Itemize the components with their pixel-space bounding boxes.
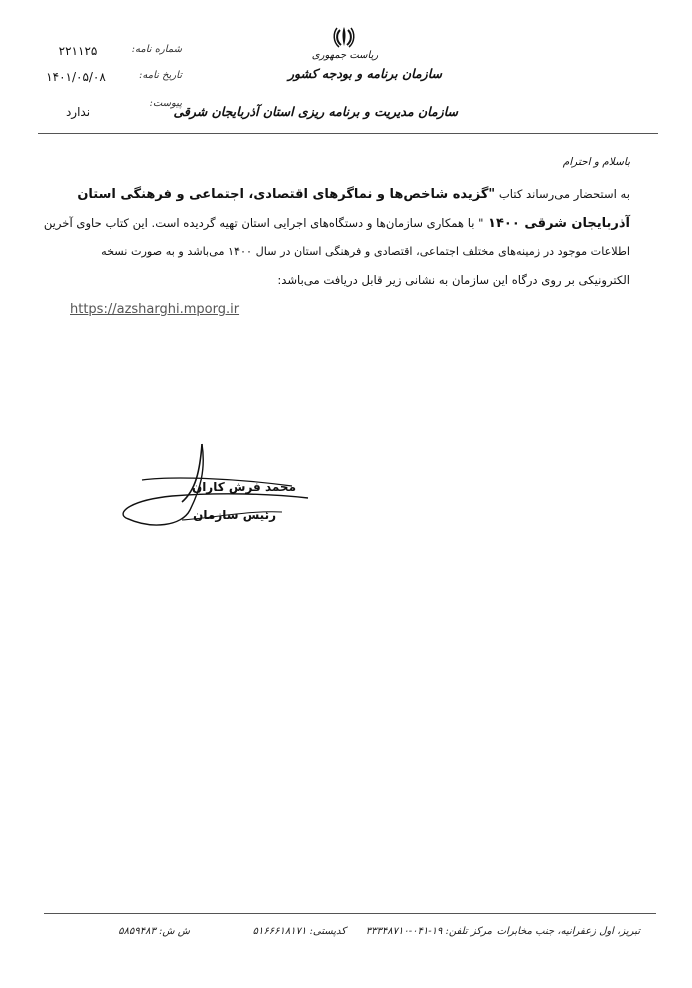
body-line-1-prefix: به استحضار می‌رساند کتاب <box>495 187 630 201</box>
portal-link[interactable]: https://azsharghi.mporg.ir <box>70 302 240 317</box>
footer-national-id: ش ش: ۵۸۵۹۴۸۳ <box>118 926 190 937</box>
signatory-name: محمد فرش کاران <box>191 480 296 494</box>
book-title-part-1: "گزیده شاخص‌ها و نماگرهای اقتصادی، اجتماعی و فرهنگی استان <box>77 187 496 202</box>
signatory-title: رئیس سازمان <box>193 508 276 522</box>
org-line-1: سازمان برنامه و بودجه کشور <box>287 66 443 81</box>
greeting: باسلام و احترام <box>562 156 630 168</box>
presidency-text: ریاست جمهوری <box>311 50 379 61</box>
letter-date-label: تاریخ نامه: <box>139 70 182 81</box>
body-line-2 <box>43 209 630 238</box>
footer-postal-code: کدپستی: ۵۱۶۶۶۱۸۱۷۱ <box>252 926 346 937</box>
body-line-1 <box>68 180 630 209</box>
footer-divider <box>44 913 656 914</box>
header-divider <box>38 133 658 134</box>
body-line-4: الکترونیکی بر روی درگاه این سازمان به نشانی زیر قابل دریافت می‌باشد: <box>277 273 630 287</box>
org-line-2: سازمان مدیریت و برنامه ریزی استان آذربایجان شرقی <box>173 104 458 119</box>
footer-phone: مرکز تلفن: ۱۹-۰۴۱-۳۳۳۴۸۷۱۰ <box>365 926 492 937</box>
letter-number-label: شماره نامه: <box>131 44 182 55</box>
letter-number-value: ۲۲۱۱۲۵ <box>58 44 98 58</box>
body-line-2-rest: " با همکاری سازمان‌ها و دستگاه‌های اجرایی استان تهیه گردیده است. این کتاب حاوی آخرین <box>43 216 484 230</box>
attachment-label: پیوست: <box>149 98 182 109</box>
footer-address: تبریز، اول زعفرانیه، جنب مخابرات <box>496 926 640 937</box>
national-emblem <box>331 24 357 50</box>
letter-date-value: ۱۴۰۱/۰۵/۰۸ <box>46 70 106 84</box>
letter-body <box>43 180 630 294</box>
body-line-3: اطلاعات موجود در زمینه‌های مختلف اجتماعی، اقتصادی و فرهنگی استان در سال ۱۴۰۰ می‌باشد و به صورت نسخه <box>101 245 630 258</box>
attachment-value: ندارد <box>65 105 91 119</box>
book-title-part-2: آذربایجان شرقی ۱۴۰۰ <box>483 216 630 231</box>
